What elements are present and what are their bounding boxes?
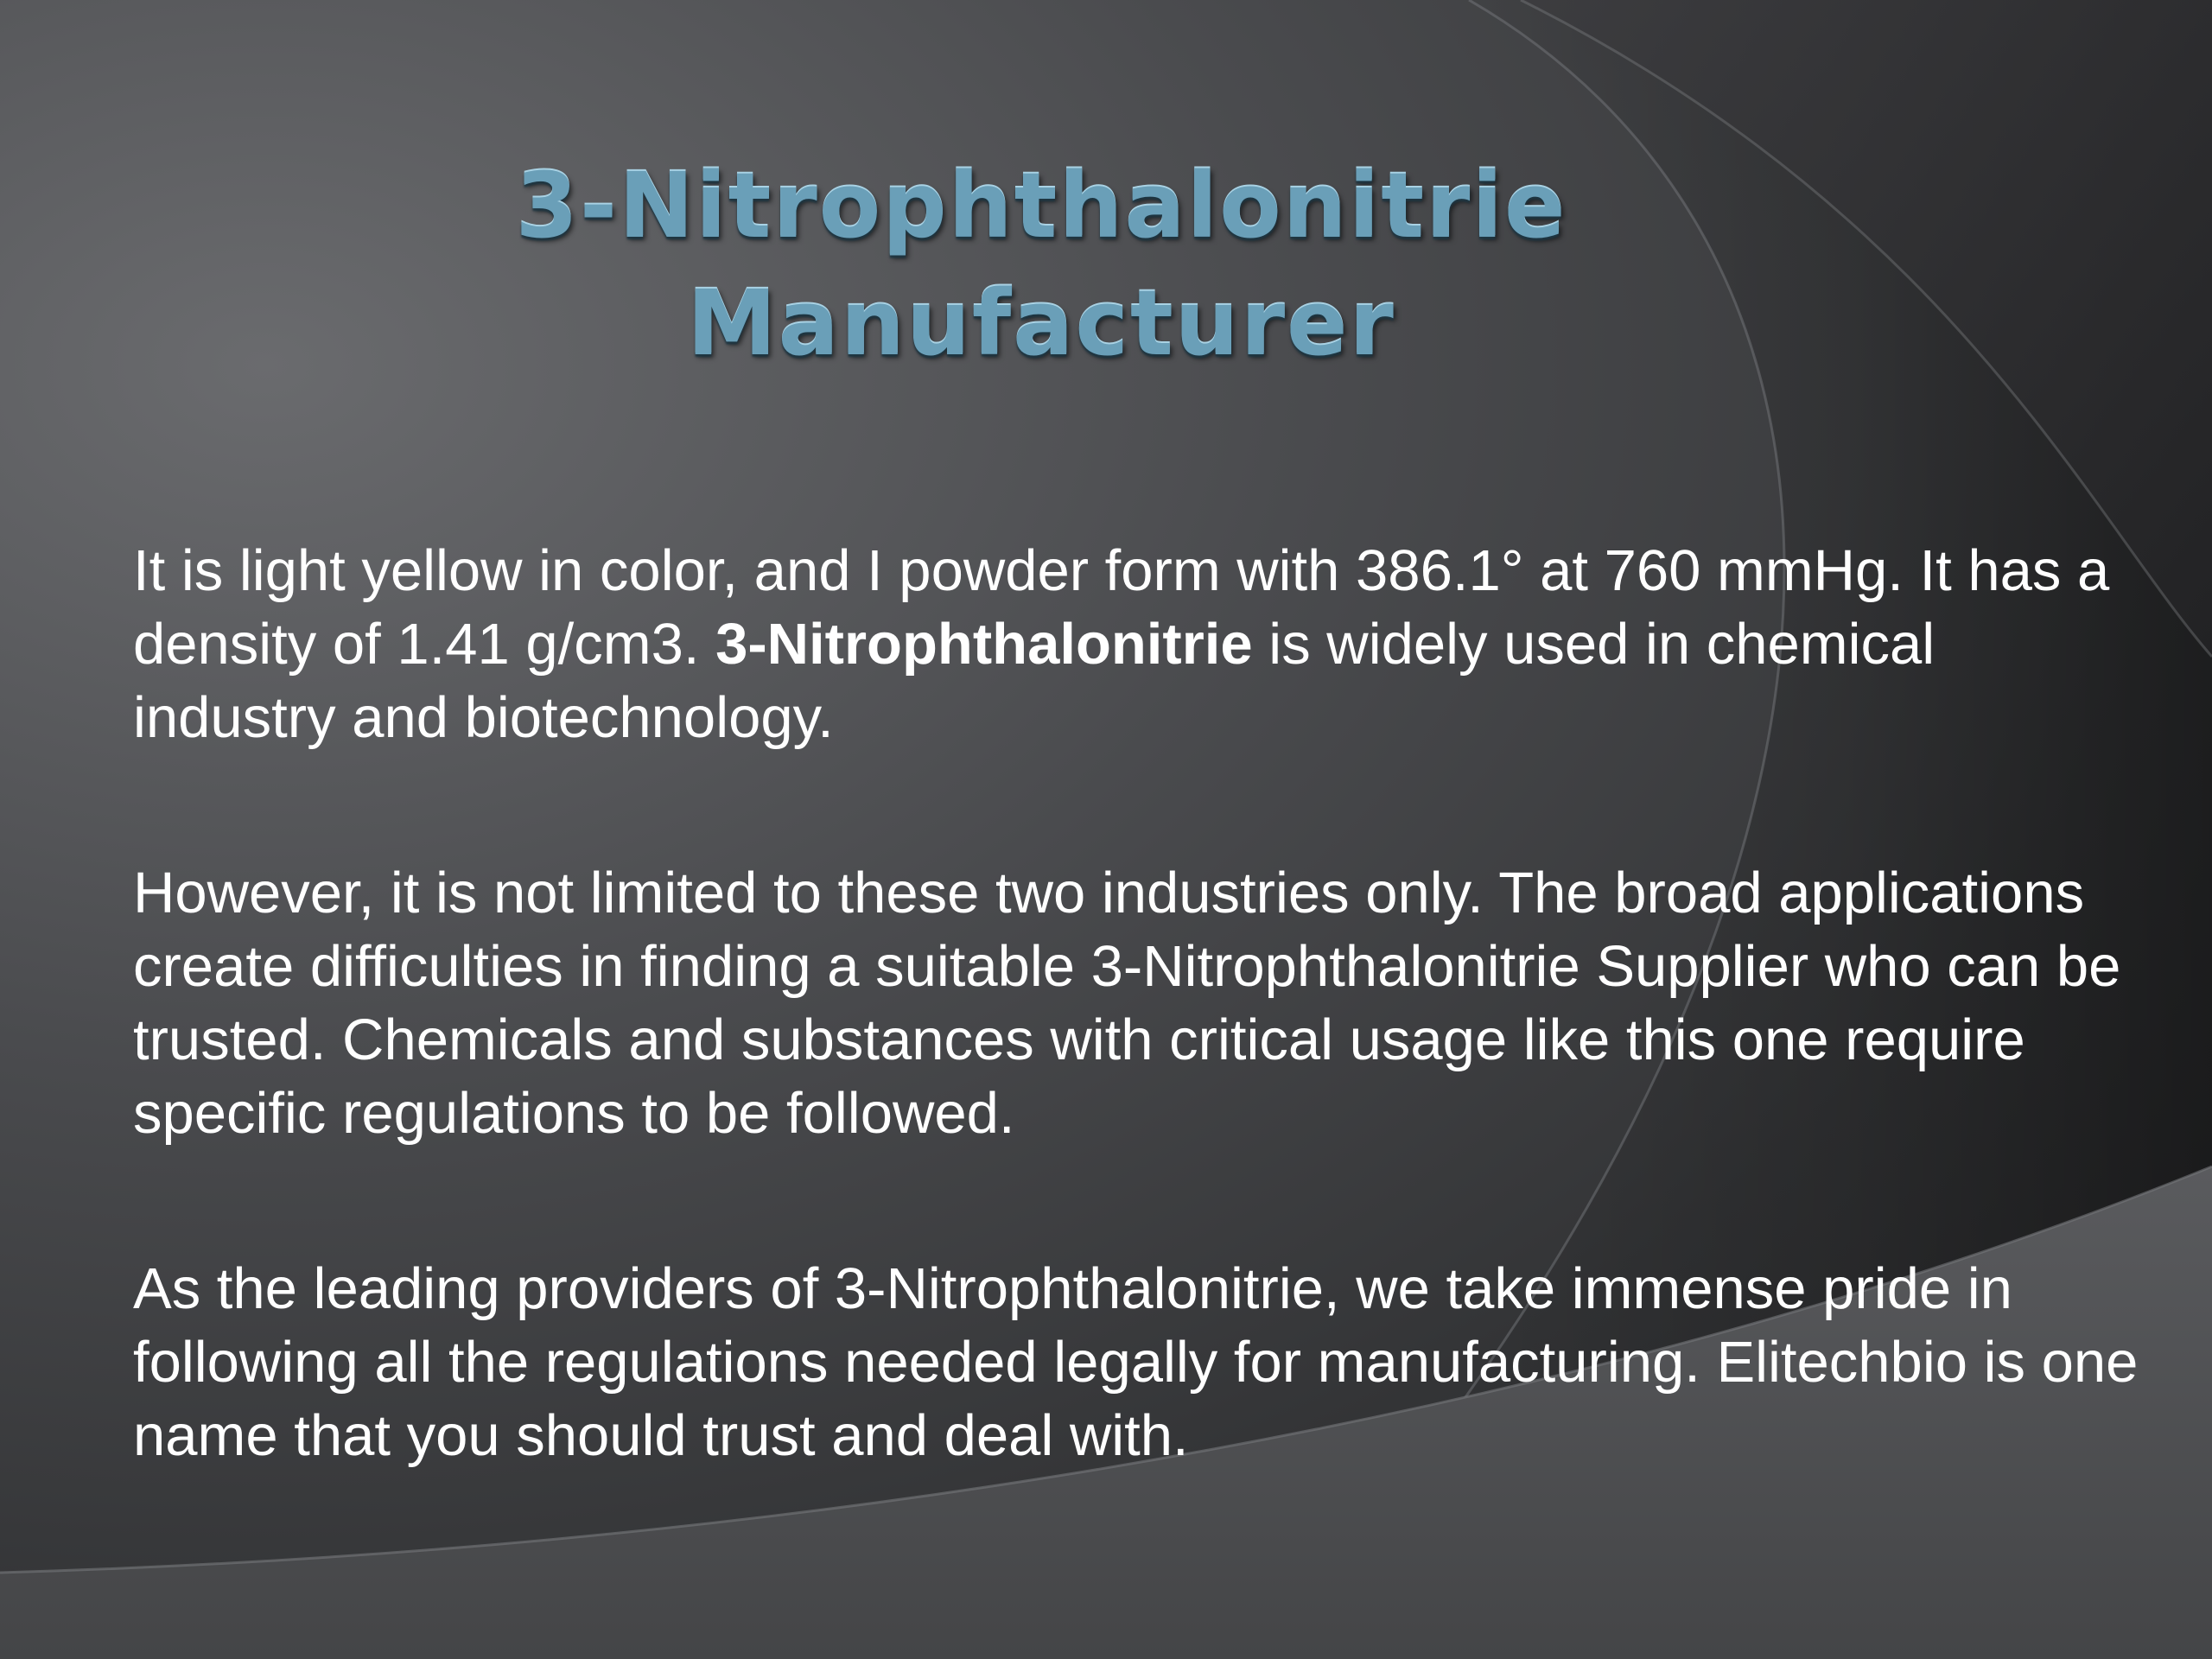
slide-title [259,147,1823,382]
paragraph-1-bold-term: 3-Nitrophthalonitrie [715,612,1253,677]
title-line-2: Manufacturer [687,270,1395,376]
paragraph-1 [133,534,2146,754]
paragraph-1-text-a: It is light yellow in color, and I powder form with 386.1° at 760 mmHg. It has a density of 1.41 g/cm3. [133,538,2110,677]
slide-body [133,534,2146,1574]
paragraph-3: As the leading providers of 3-Nitrophthalonitrie, we take immense pride in following all the regulations needed legally for manufacturing. Elitechbio is one name that you should trust and deal with. [133,1256,2139,1468]
paragraph-1-text-b: is widely used in chemical industry and biotechnology. [133,612,1936,750]
title-line-1: 3-Nitrophthalonitrie [515,153,1567,258]
paragraph-2: However, it is not limited to these two industries only. The broad applications create difficulties in finding a suitable 3-Nitrophthalonitrie Supplier who can be trusted. Chemicals and substances with critical usage like this one require specific regulations to be followed. [133,861,2121,1146]
